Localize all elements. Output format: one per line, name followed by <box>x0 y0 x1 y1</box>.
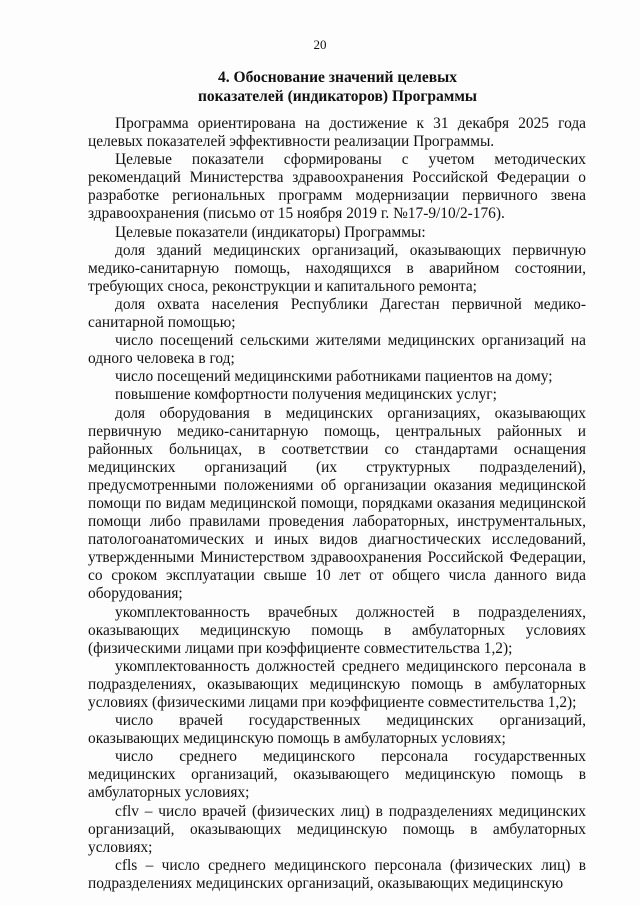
indicator-item: укомплектованность должностей среднего медицинского персонала в подразделениях, оказывающих медицинскую помощь в амбулаторных условиях (физическими лицами при коэффициенте совместительства 1,2); <box>88 657 586 711</box>
body-text <box>88 115 586 893</box>
paragraph: Программа ориентирована на достижение к 31 декабря 2025 года целевых показателей эффективности реализации Программы. <box>88 115 586 151</box>
page-number: 20 <box>313 37 327 52</box>
indicator-item: укомплектованность врачебных должностей в подразделениях, оказывающих медицинскую помощь в амбулаторных условиях (физическими лицами при коэффициенте совместительства 1,2); <box>88 603 586 657</box>
indicator-item: число врачей государственных медицинских организаций, оказывающих медицинскую помощь в амбулаторных условиях; <box>88 712 586 748</box>
indicator-item: число посещений медицинскими работниками пациентов на дому; <box>115 368 553 386</box>
indicator-item: число среднего медицинского персонала государственных медицинских организаций, оказывающего медицинскую помощь в амбулаторных условиях; <box>88 748 586 802</box>
section-heading <box>90 68 585 106</box>
indicator-item: число посещений сельскими жителями медицинских организаций на одного человека в год; <box>88 332 586 368</box>
indicator-item: cfls – число среднего медицинского персонала (физических лиц) в подразделениях медицинских организаций, оказывающих медицинскую <box>88 856 586 892</box>
section-heading-line-2: показателей (индикаторов) Программы <box>197 88 478 105</box>
section-heading-line-1: 4. Обоснование значений целевых <box>218 69 457 86</box>
indicator-item: повышение комфортности получения медицинских услуг; <box>115 386 497 404</box>
paragraph: Целевые показатели сформированы с учетом методических рекомендаций Министерства здравоохранения Российской Федерации о разработке региональных программ модернизации первичного звена здравоохранения (письмо от 15 ноября 2019 г. №17-9/10/2-176). <box>88 151 586 223</box>
paragraph: Целевые показатели (индикаторы) Программы: <box>115 223 426 241</box>
indicator-item: доля зданий медицинских организаций, оказывающих первичную медико-санитарную помощь, находящихся в аварийном состоянии, требующих сноса, реконструкции и капитального ремонта; <box>88 241 586 295</box>
indicator-item: доля охвата населения Республики Дагестан первичной медико-санитарной помощью; <box>88 295 586 332</box>
indicator-item: cflv – число врачей (физических лиц) в подразделениях медицинских организаций, оказывающих медицинскую помощь в амбулаторных условиях; <box>88 802 586 856</box>
indicator-item: доля оборудования в медицинских организациях, оказывающих первичную медико-санитарную помощь, центральных районных и районных больницах, в соответствии со стандартами оснащения медицинских организаций (их структурных подразделений), предусмотренными положениями об организации оказания медицинской помощи по видам медицинской помощи, порядками оказания медицинской помощи либо правилами проведения лабораторных, инструментальных, патологоанатомических и иных видов диагностических исследований, утвержденными Министерством здравоохранения Российской Федерации, со сроком эксплуатации свыше 10 лет от общего числа данного вида оборудования; <box>88 404 586 603</box>
